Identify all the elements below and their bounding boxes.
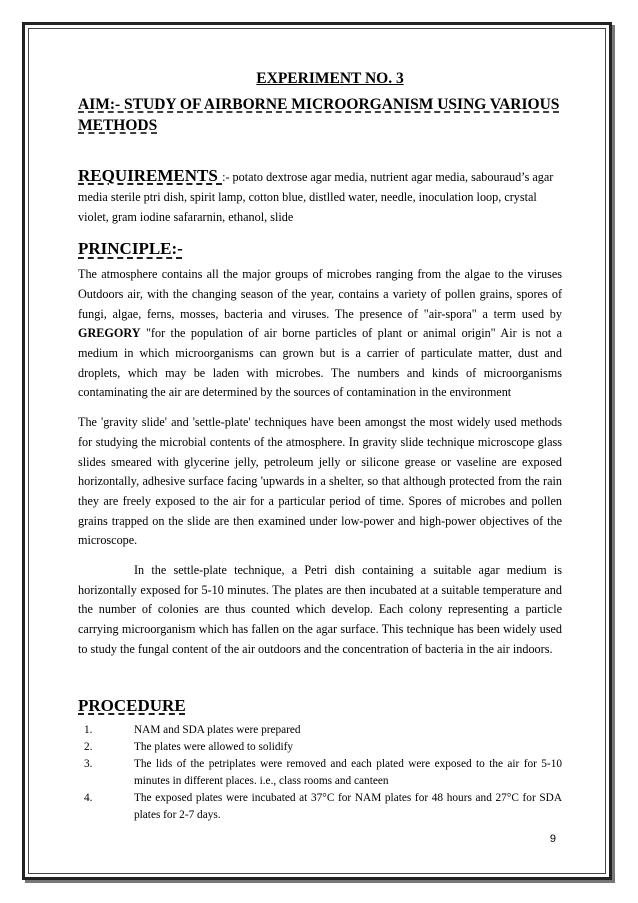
requirements-paragraph [78,166,562,227]
principle-paragraph-3: In the settle-plate technique, a Petri dish containing a suitable agar medium is horizontally exposed for 5-10 minutes. The plates are then incubated at a suitable temperature and the number of colonies are thus counted which develop. Each colony representing a particle carrying microorganism which has fallen on the agar surface. This technique has been widely used to study the fungal content of the air outdoors and the concentration of bacteria in the air indoors. [78,563,562,656]
principle-paragraph-2: The 'gravity slide' and 'settle-plate' techniques have been amongst the most widely used methods for studying the microbial contents of the atmosphere. In gravity slide technique microscope glass slides smeared with glycerine jelly, petroleum jelly or silicone grease or vaseline are exposed horizontally, adhesive surface facing 'upwards in a shelter, so that although protected from the rain they are freely exposed to the air for a particular period of time. Spores of microbes and pollen grains trapped on the slide are then examined under low-power and high-power objectives of the microscope. [78,415,562,548]
procedure-step [78,790,562,824]
gregory-bold: GREGORY [78,326,141,341]
requirements-text: :- potato dextrose agar media, nutrient agar media, sabouraud’s agar media sterile ptri dish, spirit lamp, cotton blue, distlled water, needle, inoculation loop, crystal violet, gram iodine safararnin, ethanol, slide [78,170,554,224]
step-text: NAM and SDA plates were prepared [134,723,301,736]
procedure-step [78,756,562,790]
step-number: 2. [84,740,93,753]
step-text: The lids of the petriplates were removed and each plated were exposed to the air for 5-10 minutes in different places. i.e., class rooms and canteen [134,757,562,787]
step-number: 4. [84,791,93,804]
page-number: 9 [549,833,556,845]
procedure-steps [78,722,562,824]
procedure-step [78,739,562,756]
step-text: The plates were allowed to solidify [134,740,294,753]
procedure-heading: PROCEDURE [78,695,186,715]
step-number: 1. [84,723,93,736]
requirements-heading: REQUIREMENTS [78,166,223,185]
principle-p1-part-a: The atmosphere contains all the major groups of microbes ranging from the algae to the viruses Outdoors air, with the changing season of the year, contains a variety of pollen grains, spores of fungi, algae, ferns, mosses, bacteria and viruses. The presence of "air-spora" a term used by [78,267,562,321]
procedure-step [78,722,562,739]
principle-heading: PRINCIPLE:- [78,239,183,259]
principle-p1-part-b: "for the population of air borne particles of plant or animal origin" Air is not a medium in which microorganisms can grown but is a carrier of particulate matter, dust and droplets, which may be laden with microbes. The numbers and kinds of microorganisms contaminating the air are determined by the sources of contamination in the environment [78,326,562,400]
step-text: The exposed plates were incubated at 37°C for NAM plates for 48 hours and 27°C for SDA plates for 2-7 days. [134,791,562,821]
principle-paragraph-1 [78,265,562,403]
step-number: 3. [84,757,93,770]
aim-heading: AIM:- STUDY OF AIRBORNE MICROORGANISM USING VARIOUS METHODS [78,96,560,134]
document-body [78,70,562,824]
experiment-title: EXPERIMENT NO. 3 [256,70,404,87]
